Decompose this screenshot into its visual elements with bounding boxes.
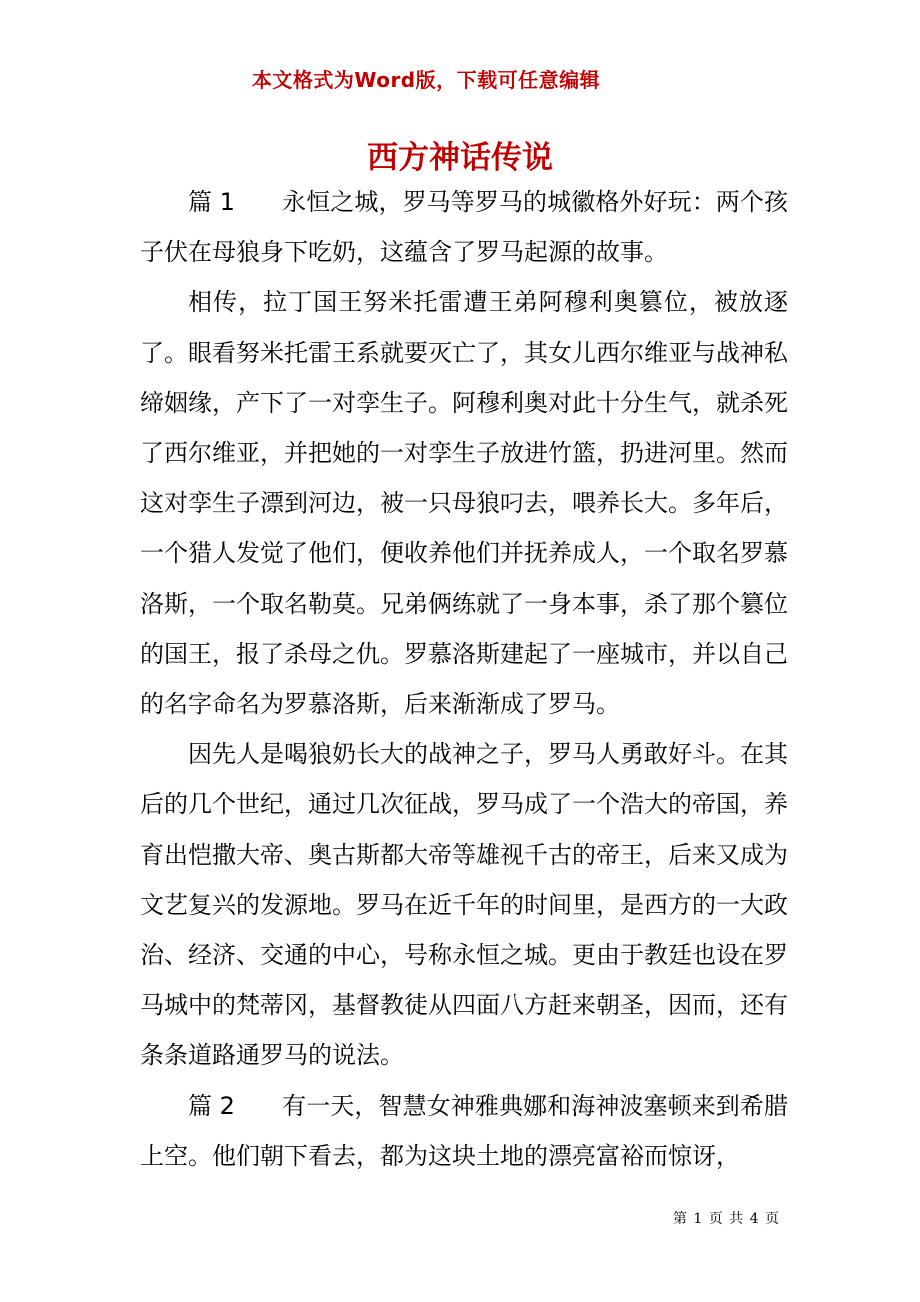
document-body xyxy=(140,177,788,1181)
paragraph-4 xyxy=(140,1081,788,1181)
paragraph-text: 永恒之城，罗马等罗马的城徽格外好玩：两个孩子伏在母狼身下吃奶，这蕴含了罗马起源的故事。 xyxy=(140,188,788,267)
paragraph-text: 有一天，智慧女神雅典娜和海神波塞顿来到希腊上空。他们朝下看去，都为这块土地的漂亮富裕而惊讶， xyxy=(140,1091,788,1170)
paragraph-3 xyxy=(140,729,788,1080)
header-note: 本文格式为Word版，下载可任意编辑 xyxy=(251,68,601,92)
section-label: 篇 1 xyxy=(188,188,235,216)
paragraph-text: 因先人是喝狼奶长大的战神之子，罗马人勇敢好斗。在其后的几个世纪，通过几次征战，罗马成了一个浩大的帝国，养育出恺撒大帝、奥古斯都大帝等雄视千古的帝王，后来又成为文艺复兴的发源地。罗马在近千年的时间里，是西方的一大政治、经济、交通的中心，号称永恒之城。更由于教廷也设在罗马城中的梵蒂冈，基督教徒从四面八方赶来朝圣，因而，还有条条道路通罗马的说法。 xyxy=(140,740,788,1070)
section-label: 篇 2 xyxy=(188,1091,235,1120)
paragraph-text: 相传，拉丁国王努米托雷遭王弟阿穆利奥篡位，被放逐了。眼看努米托雷王系就要灭亡了，其女儿西尔维亚与战神私缔姻缘，产下了一对孪生子。阿穆利奥对此十分生气，就杀死了西尔维亚，并把她的一对孪生子放进竹篮，扔进河里。然而这对孪生子漂到河边，被一只母狼叼去，喂养长大。多年后，一个猎人发觉了他们，便收养他们并抚养成人，一个取名罗慕洛斯，一个取名勒莫。兄弟俩练就了一身本事，杀了那个篡位的国王，报了杀母之仇。罗慕洛斯建起了一座城市，并以自己的名字命名为罗慕洛斯，后来渐渐成了罗马。 xyxy=(140,288,788,719)
document-title: 西方神话传说 xyxy=(367,140,553,176)
page-footer: 第 1 页 共 4 页 xyxy=(672,1211,780,1227)
paragraph-1 xyxy=(140,177,788,277)
paragraph-2 xyxy=(140,277,788,729)
